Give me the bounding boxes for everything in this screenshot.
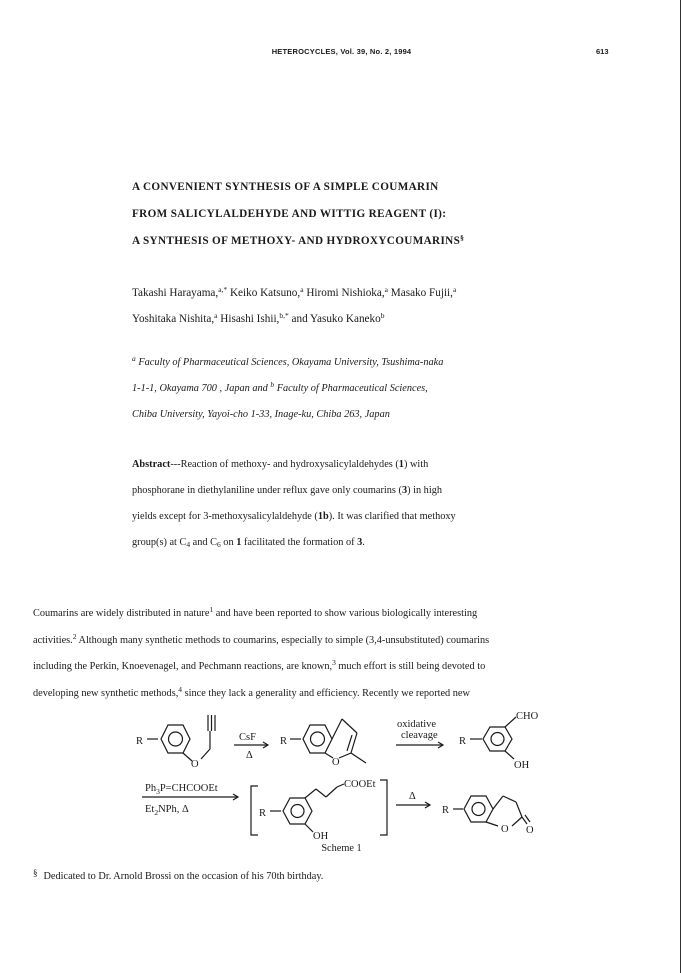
compound-ref: 1 — [236, 537, 242, 548]
compound-ref: 1b — [317, 511, 329, 522]
affiliations — [132, 350, 443, 428]
compound-ref: 3 — [357, 537, 363, 548]
r-group-label: R — [442, 805, 450, 816]
abstract-text: ---Reaction of methoxy- and hydroxysalicylaldehydes ( — [170, 459, 399, 470]
body-text: since they lack a generality and efficiency. Recently we reported new — [182, 687, 470, 699]
body-text: activities. — [33, 634, 73, 646]
affil-mark-a: a — [132, 354, 136, 363]
scheme-caption: Scheme 1 — [321, 843, 362, 854]
abstract-text: . — [362, 537, 365, 548]
abstract-text: ) in high — [407, 485, 442, 496]
body-paragraph — [33, 601, 489, 707]
abstract-text: ) with — [403, 459, 429, 470]
reagent-subscript: 3 — [156, 787, 160, 796]
abstract-text: facilitated the formation of — [241, 537, 358, 548]
abstract-line-4 — [132, 530, 456, 556]
footnote-mark: § — [33, 868, 38, 878]
author-name: Masako Fujii, — [388, 287, 453, 299]
affiliation-text: Faculty of Pharmaceutical Sciences, — [274, 383, 428, 394]
subscript: 4 — [186, 540, 191, 549]
affiliation-line-2 — [132, 376, 443, 402]
author-affil-mark: a,* — [218, 285, 228, 294]
author-affil-mark: b,* — [279, 311, 289, 320]
abstract-line-2 — [132, 478, 456, 504]
title-line-3 — [132, 234, 552, 261]
subscript: 6 — [216, 540, 221, 549]
aldehyde-label: CHO — [516, 711, 539, 722]
running-head: HETEROCYCLES, Vol. 39, No. 2, 1994 — [271, 47, 412, 56]
title-dagger: § — [460, 233, 465, 242]
footnote — [33, 868, 323, 882]
reagent-subscript: 2 — [154, 808, 159, 817]
abstract-text: phosphorane in diethylaniline under reflux gave only coumarins ( — [132, 485, 402, 496]
r-group-label: R — [136, 736, 144, 747]
aryl-propargyl-ether — [147, 715, 215, 761]
footnote-text: Dedicated to Dr. Arnold Brossi on the occasion of his 70th birthday. — [43, 871, 324, 882]
abstract — [132, 452, 456, 556]
author-name: Keiko Katsuno, — [227, 287, 301, 299]
body-text: Coumarins are widely distributed in nature — [33, 608, 210, 619]
citation-ref: 1 — [209, 605, 214, 614]
author-affil-mark: a — [384, 285, 388, 294]
abstract-text: group(s) at C — [132, 537, 187, 548]
oxygen-label: O — [191, 759, 199, 770]
abstract-line-1 — [132, 452, 456, 478]
citation-ref: 3 — [332, 658, 336, 667]
abstract-text: and C — [190, 537, 217, 548]
abstract-text: ). It was clarified that methoxy — [328, 511, 456, 522]
body-line-1 — [33, 601, 489, 628]
reagent-diethylaniline — [145, 804, 189, 817]
body-text: and have been reported to show various biologically interesting — [213, 608, 478, 619]
page-number: 613 — [596, 47, 609, 56]
abstract-label: Abstract — [132, 459, 171, 470]
author-name: Hisashi Ishii, — [217, 313, 280, 325]
author-line-2 — [132, 306, 456, 332]
carbonyl-oxygen-label: O — [526, 825, 534, 836]
reagent-text: Et — [145, 804, 155, 815]
compound-ref: 3 — [401, 485, 408, 496]
author-line-1 — [132, 280, 456, 306]
title-line-1: A CONVENIENT SYNTHESIS OF A SIMPLE COUMARIN — [132, 181, 439, 193]
abstract-text: on — [220, 537, 237, 548]
author-name: Hiromi Nishioka, — [303, 287, 385, 299]
body-line-4 — [33, 681, 489, 708]
citation-ref: 4 — [178, 684, 183, 694]
abstract-line-3 — [132, 504, 456, 530]
body-line-2 — [33, 628, 489, 655]
reagent-text: P=CHCOOEt — [159, 783, 218, 794]
article-title — [132, 180, 552, 261]
reaction-scheme-1 — [0, 705, 683, 845]
methylbenzofuran — [290, 719, 366, 763]
affiliation-line-1 — [132, 350, 443, 376]
citation-ref: 2 — [72, 631, 77, 641]
reagent-oxidative: oxidative — [397, 719, 437, 730]
reagent-phosphorane — [145, 783, 218, 796]
heat-symbol: Δ — [409, 791, 416, 802]
ester-label: COOEt — [344, 779, 376, 790]
body-text: Although many synthetic methods to coumarins, especially to simple (3,4-unsubstituted) coumarins — [76, 634, 490, 646]
r-group-label: R — [459, 736, 467, 747]
coumarin-product — [453, 796, 530, 826]
reagent-cleavage: cleavage — [401, 730, 438, 741]
author-name: and Yasuko Kaneko — [288, 313, 381, 325]
author-affil-mark: a — [300, 285, 304, 294]
author-name: Takashi Harayama, — [132, 287, 219, 299]
cinnamate-intermediate — [270, 784, 344, 832]
hydroxy-label: OH — [313, 831, 329, 842]
title-line-2: FROM SALICYLALDEHYDE AND WITTIG REAGENT (I): — [132, 208, 447, 220]
right-bracket — [380, 780, 387, 835]
salicylaldehyde — [470, 717, 516, 759]
r-group-label: R — [280, 736, 288, 747]
oxygen-label: O — [332, 757, 340, 768]
author-list — [132, 280, 456, 332]
affiliation-text: 1-1-1, Okayama 700 , Japan and — [132, 383, 271, 394]
r-group-label: R — [259, 808, 267, 819]
title-line-3-text: A SYNTHESIS OF METHOXY- AND HYDROXYCOUMARINS — [132, 235, 461, 247]
author-affil-mark: a — [452, 285, 457, 294]
reagent-text: Ph — [145, 783, 157, 794]
oxygen-label: O — [501, 824, 509, 835]
author-name: Yoshitaka Nishita, — [132, 313, 215, 325]
body-text: developing new synthetic methods, — [33, 687, 179, 699]
hydroxy-label: OH — [514, 760, 530, 771]
compound-ref: 1 — [398, 459, 404, 470]
body-line-3 — [33, 654, 489, 681]
body-text: including the Perkin, Knoevenagel, and Pechmann reactions, are known, — [33, 661, 333, 672]
body-text: much effort is still being devoted to — [335, 661, 486, 672]
author-affil-mark: a — [214, 311, 218, 320]
author-affil-mark: b — [380, 311, 385, 320]
reagent-text: NPh, Δ — [158, 804, 189, 815]
affiliation-line-3: Chiba University, Yayoi-cho 1-33, Inage-ku, Chiba 263, Japan — [132, 409, 390, 420]
heat-symbol: Δ — [246, 750, 253, 761]
reagent-csf: CsF — [239, 732, 256, 743]
affil-mark-b: b — [270, 380, 275, 389]
affiliation-text: Faculty of Pharmaceutical Sciences, Okayama University, Tsushima-naka — [135, 357, 444, 368]
abstract-text: yields except for 3-methoxysalicylaldehyde ( — [132, 511, 318, 522]
left-bracket — [251, 786, 258, 835]
